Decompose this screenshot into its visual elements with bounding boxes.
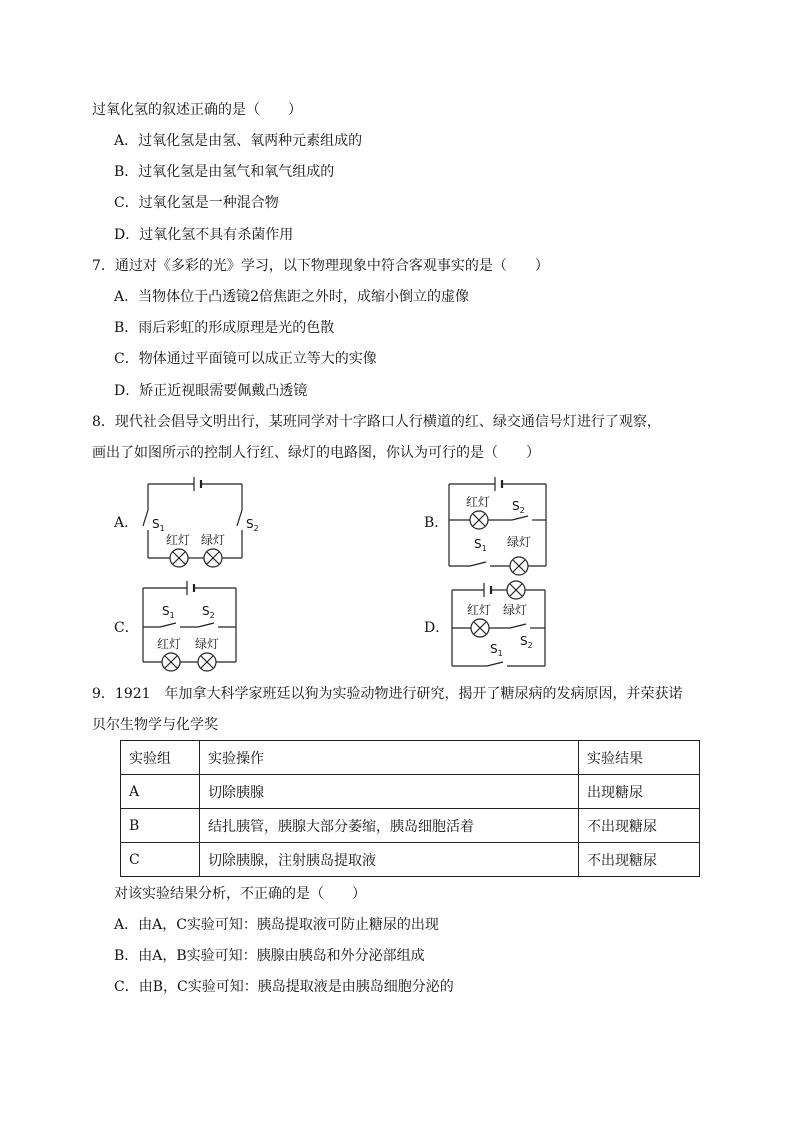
red-label-d: 红灯: [467, 603, 492, 617]
circuit-a-label: A．: [114, 515, 139, 531]
table-row: [121, 843, 700, 877]
q6-option-a: A．过氧化氢是由氢、氧两种元素组成的: [114, 133, 363, 149]
q7-option-c: C．物体通过平面镜可以成正立等大的实像: [114, 351, 377, 367]
table-cell: 不出现糖尿: [579, 809, 700, 843]
green-label-c: 绿灯: [195, 637, 220, 651]
q6-option-c: C．过氧化氢是一种混合物: [114, 195, 279, 211]
s2-label-a: $S_2$: [246, 517, 259, 533]
red-label-b: 红灯: [466, 495, 491, 509]
s2-label-b: $S_2$: [512, 499, 525, 515]
q7-option-a: A．当物体位于凸透镜2倍焦距之外时，成缩小倒立的虚像: [114, 289, 470, 305]
green-label-b: 绿灯: [507, 535, 532, 549]
q6-option-d: D．过氧化氢不具有杀菌作用: [114, 227, 294, 243]
q9-option-c: C．由B，C实验可知：胰岛提取液是由胰岛细胞分泌的: [114, 979, 454, 995]
circuit-b-label: B．: [424, 515, 449, 531]
table-cell: 不出现糖尿: [579, 843, 700, 877]
q9-stem-line2: 贝尔生物学与化学奖: [92, 717, 218, 733]
experiment-table: [120, 740, 700, 877]
q7-option-b: B．雨后彩虹的形成原理是光的色散: [114, 320, 335, 336]
switch-s2-blade: [237, 510, 242, 526]
s1-label-d: $S_1$: [490, 642, 503, 658]
s1-label-c: $S_1$: [162, 604, 175, 620]
q6-stem: 过氧化氢的叙述正确的是（ ）: [92, 102, 302, 118]
table-cell: B: [121, 809, 200, 843]
q9-option-b: B．由A，B实验可知：胰腺由胰岛和外分泌部组成: [114, 948, 425, 964]
green-label-d: 绿灯: [503, 603, 528, 617]
s1-label-b: $S_1$: [474, 537, 487, 553]
q9-stem-line1: 9．1921 年加拿大科学家班廷以狗为实验动物进行研究，揭开了糖尿病的发病原因，并荣获诺: [92, 686, 683, 702]
circuit-d-label: D．: [424, 620, 450, 636]
table-cell: A: [121, 775, 200, 809]
green-label-a: 绿灯: [201, 533, 226, 547]
table-header: 实验组: [121, 741, 200, 775]
red-label-a: 红灯: [166, 533, 191, 547]
s1-label-a: $S_1$: [152, 517, 165, 533]
table-cell: C: [121, 843, 200, 877]
table-cell: 切除胰腺: [200, 775, 579, 809]
table-header-row: [121, 741, 700, 775]
table-row: [121, 775, 700, 809]
s2-label-d: $S_2$: [520, 634, 533, 650]
q9-sub-question: 对该实验结果分析，不正确的是（ ）: [114, 886, 366, 902]
s2-label-c: $S_2$: [202, 604, 215, 620]
table-cell: 出现糖尿: [579, 775, 700, 809]
q6-option-b: B．过氧化氢是由氢气和氧气组成的: [114, 164, 335, 180]
table-cell: 切除胰腺，注射胰岛提取液: [200, 843, 579, 877]
red-label-c: 红灯: [157, 637, 182, 651]
circuit-c-label: C．: [114, 620, 139, 636]
q7-option-d: D．矫正近视眼需要佩戴凸透镜: [114, 383, 308, 399]
q8-stem-line1: 8．现代社会倡导文明出行，某班同学对十字路口人行横道的红、绿交通信号灯进行了观察，: [92, 414, 661, 430]
table-header: 实验操作: [200, 741, 579, 775]
switch-s1-blade: [143, 510, 148, 526]
table-row: [121, 809, 700, 843]
table-header: 实验结果: [579, 741, 700, 775]
q7-stem: 7．通过对《多彩的光》学习，以下物理现象中符合客观事实的是（ ）: [92, 258, 549, 274]
table-cell: 结扎胰管，胰腺大部分萎缩，胰岛细胞活着: [200, 809, 579, 843]
q9-option-a: A．由A，C实验可知：胰岛提取液可防止糖尿的出现: [114, 917, 439, 933]
q8-stem-line2: 画出了如图所示的控制人行红、绿灯的电路图，你认为可行的是（ ）: [92, 445, 540, 461]
